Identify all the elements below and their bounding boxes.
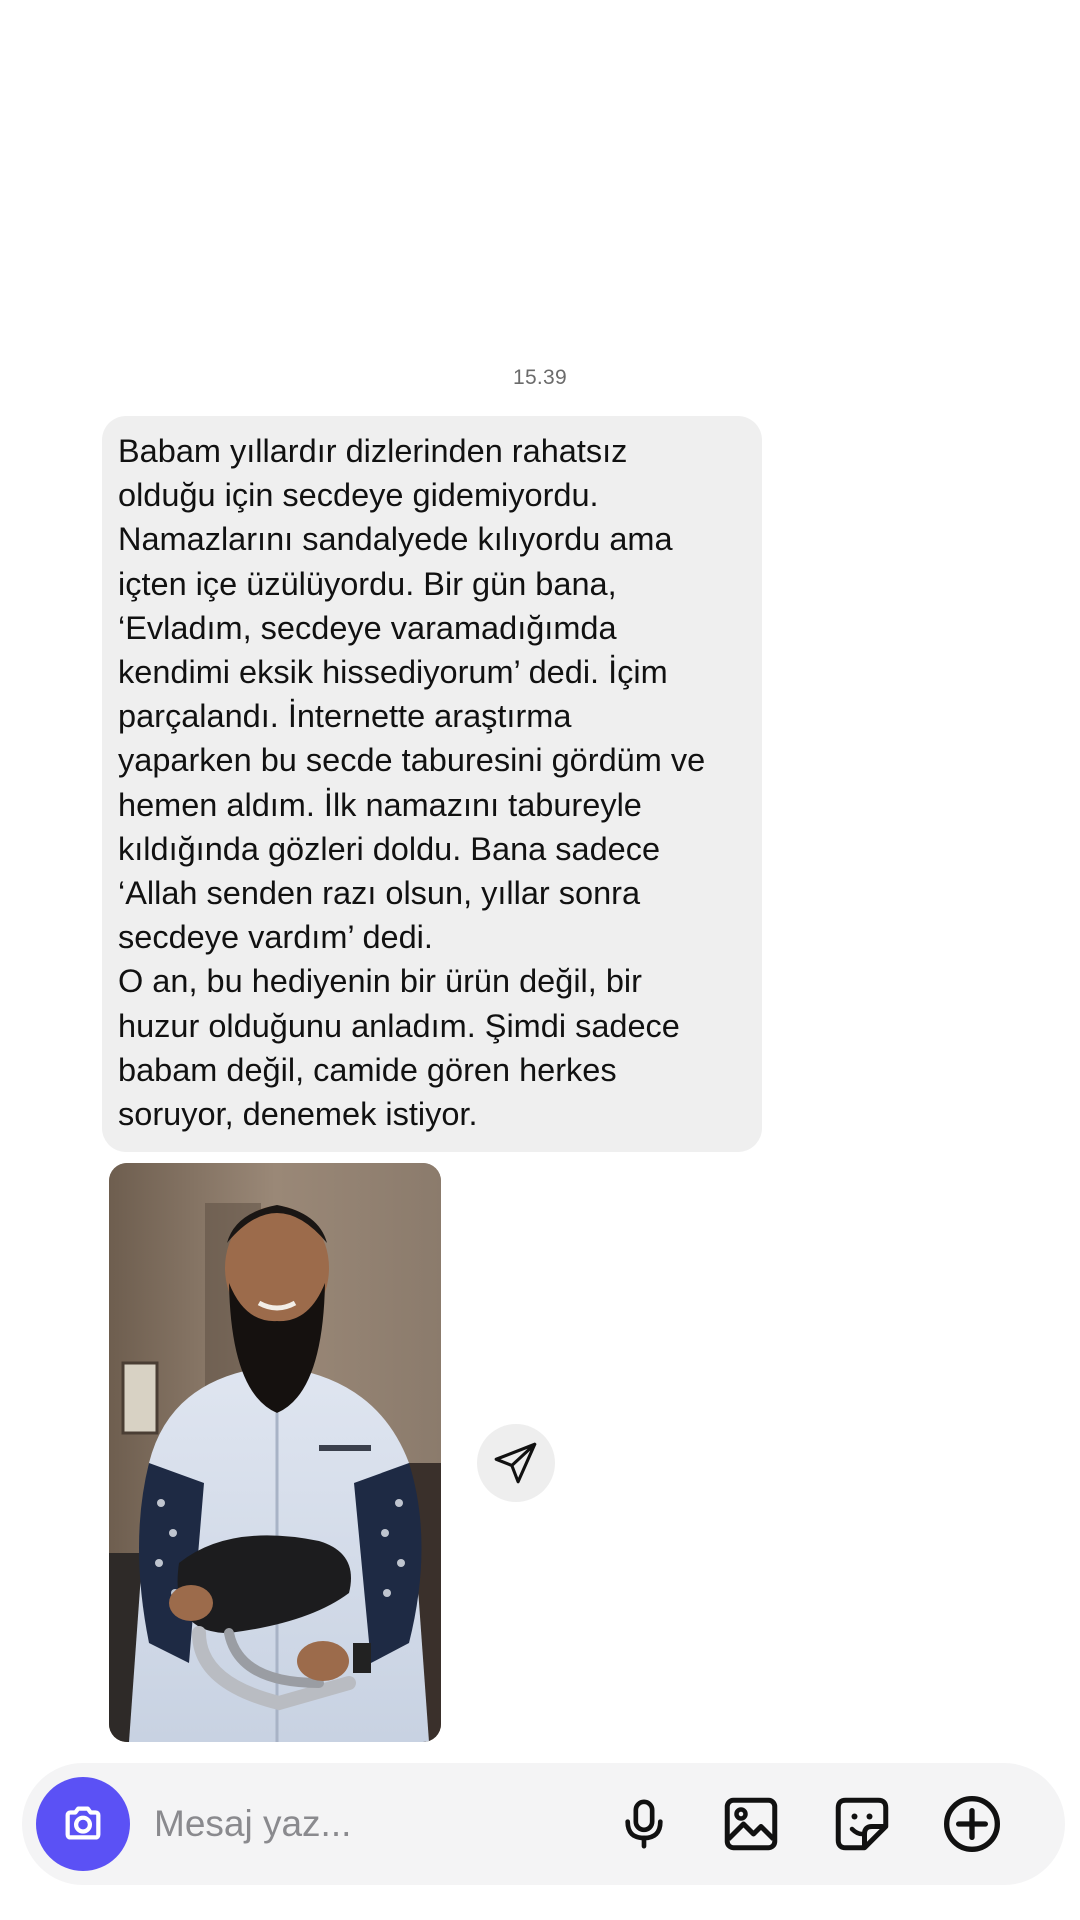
microphone-icon — [616, 1794, 672, 1854]
message-timestamp: 15.39 — [512, 366, 568, 389]
message-composer — [22, 1763, 1065, 1885]
plus-circle-icon — [940, 1792, 1004, 1856]
sticker-icon — [832, 1794, 892, 1854]
share-button[interactable] — [477, 1424, 555, 1502]
camera-icon — [60, 1801, 106, 1847]
camera-button[interactable] — [36, 1777, 130, 1871]
gallery-icon — [721, 1794, 781, 1854]
plus-button[interactable] — [940, 1792, 1004, 1856]
paper-plane-icon — [491, 1438, 541, 1488]
photo-man-holding-prayer-stool-icon — [109, 1163, 441, 1742]
sticker-button[interactable] — [830, 1792, 894, 1856]
message-input[interactable] — [154, 1789, 614, 1859]
message-bubble[interactable]: Babam yıllardır dizlerinden rahatsız olduğu için secdeye gidemiyordu. Namazlarını sandalyede kılıyordu ama içten içe üzülüyordu. Bir gün bana, ‘Evladım, secdeye varamadığımda kendimi eksik hissediyorum’ dedi. İçim parçalandı. İnternette araştırma yaparken bu secde taburesini gördüm ve hemen aldım. İlk namazını tabureyle kıldığında gözleri doldu. Bana sadece ‘Allah senden razı olsun, yıllar sonra secdeye vardım’ dedi. O an, bu hediyenin bir ürün değil, bir huzur olduğunu anladım. Şimdi sadece babam değil, camide gören herkes soruyor, denemek istiyor. — [102, 416, 762, 1152]
gallery-button[interactable] — [719, 1792, 783, 1856]
message-photo[interactable] — [109, 1163, 441, 1742]
microphone-button[interactable] — [612, 1792, 676, 1856]
